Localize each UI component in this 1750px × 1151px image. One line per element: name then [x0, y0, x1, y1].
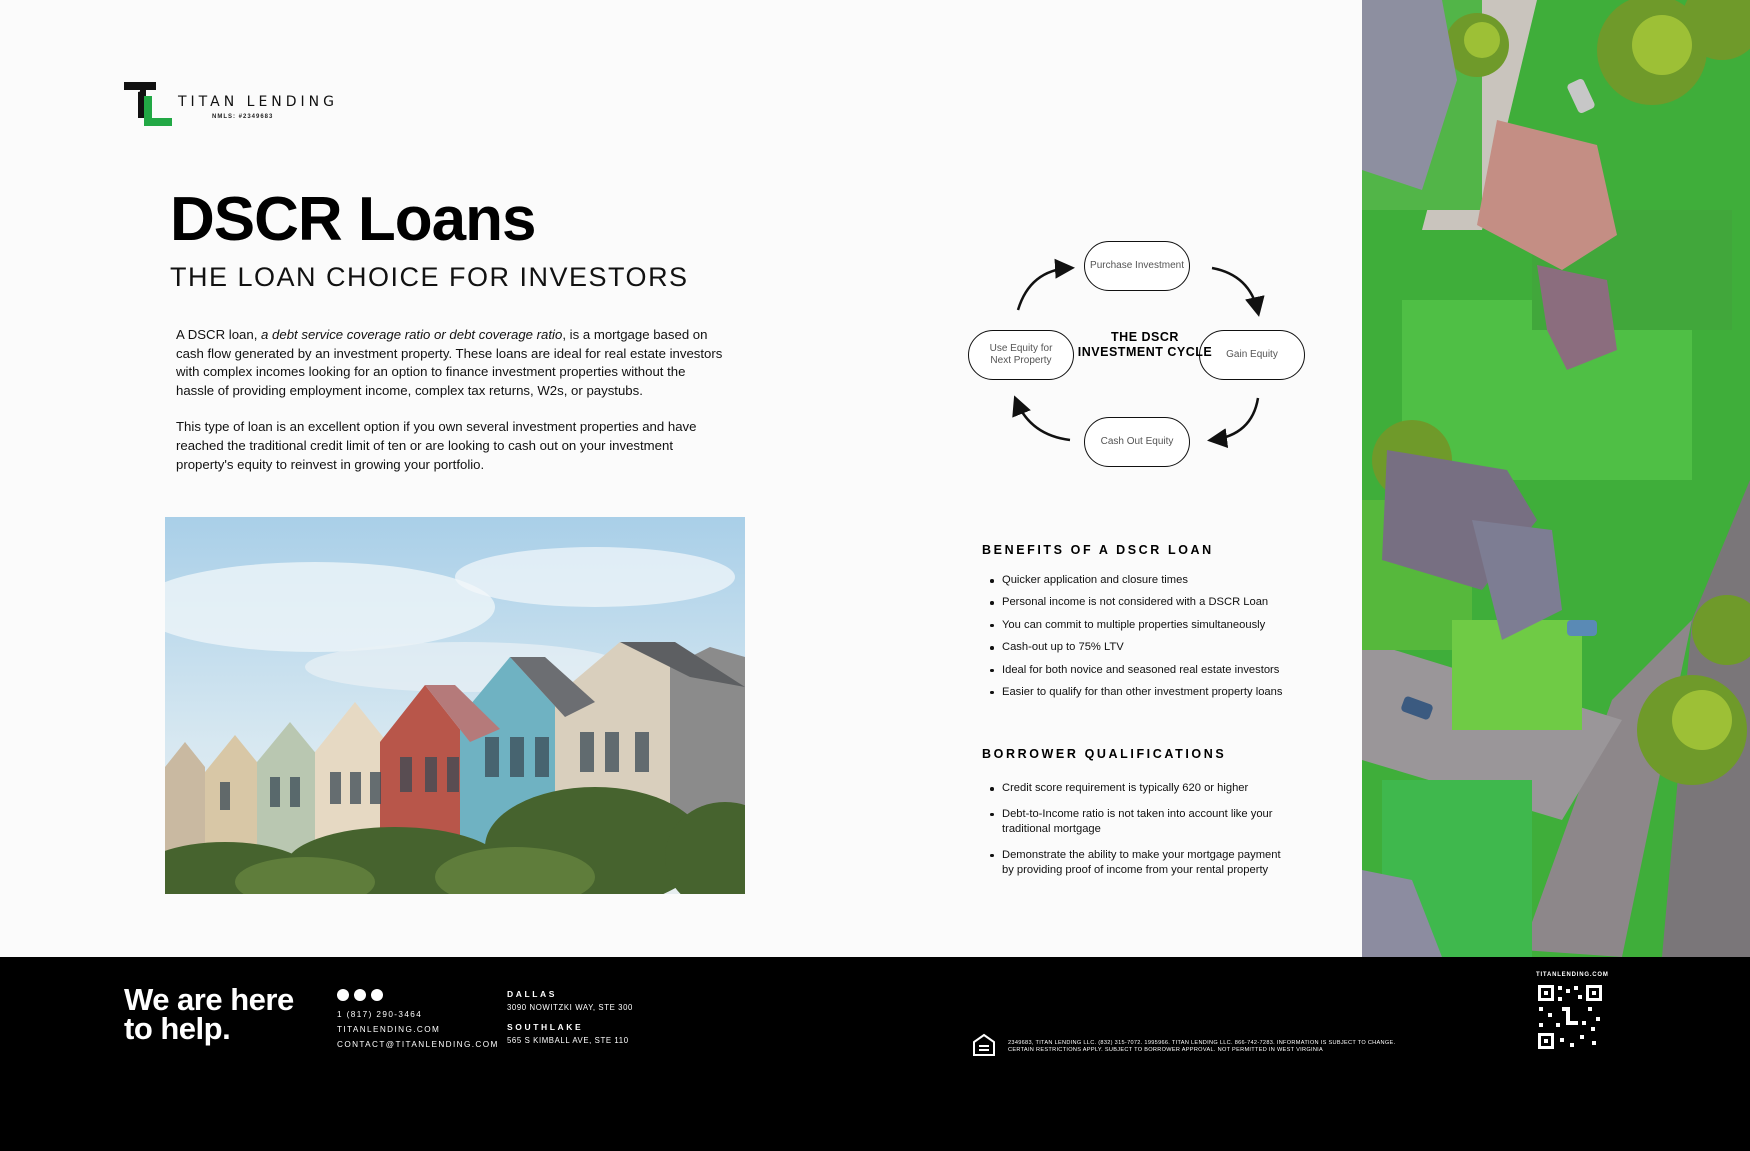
office-dallas — [507, 989, 633, 1012]
list-item: Debt-to-Income ratio is not taken into account like your traditional mortgage — [982, 807, 1287, 838]
equal-housing-icon — [972, 1033, 996, 1057]
intro-p1-end: , is a mortgage based on cash flow generated by an investment property. These loans are ideal for real estate investors with complex incomes looking for an option to finance investment properties without the hassle of providing employment income, complex tax returns, W2s, or paystubs. — [176, 327, 723, 398]
benefits-heading: BENEFITS OF A DSCR LOAN — [982, 543, 1214, 557]
email-link[interactable]: CONTACT@TITANLENDING.COM — [337, 1040, 499, 1049]
facebook-icon[interactable] — [371, 989, 383, 1001]
help-line-1: We are here — [124, 982, 294, 1017]
help-line-2: to help. — [124, 1011, 231, 1046]
phone-number[interactable]: 1 (817) 290-3464 — [337, 1010, 423, 1019]
cycle-node-cash-out: Cash Out Equity — [1084, 417, 1190, 467]
qualifications-list — [982, 781, 1287, 889]
qualifications-heading: BORROWER QUALIFICATIONS — [982, 747, 1227, 761]
brand-nmls: NMLS: #2349683 — [212, 114, 274, 120]
cycle-center-label: THE DSCR INVESTMENT CYCLE — [1077, 330, 1213, 359]
aerial-neighborhood-photo — [1362, 0, 1750, 957]
cycle-node-use-equity: Use Equity for Next Property — [968, 330, 1074, 380]
cycle-node-purchase: Purchase Investment — [1084, 241, 1190, 291]
qr-code-icon[interactable] — [1536, 983, 1604, 1051]
help-tagline — [124, 982, 294, 1046]
office-address: 565 S KIMBALL AVE, STE 110 — [507, 1036, 629, 1045]
footer — [0, 957, 1750, 1151]
benefits-list — [982, 573, 1312, 707]
intro-p1-start: A DSCR loan, — [176, 327, 262, 342]
list-item: Cash-out up to 75% LTV — [982, 640, 1312, 656]
instagram-icon[interactable] — [337, 989, 349, 1001]
list-item: Demonstrate the ability to make your mortgage payment by providing proof of income from your rental property — [982, 848, 1287, 879]
intro-paragraph-2: This type of loan is an excellent option if you own several investment properties and have reached the traditional credit limit of ten or are looking to cash out on your investment property's equity to reinvest in growing your portfolio. — [176, 419, 697, 472]
list-item: Personal income is not considered with a DSCR Loan — [982, 595, 1312, 611]
investment-cycle-diagram — [960, 230, 1330, 480]
list-item: Quicker application and closure times — [982, 573, 1312, 589]
linkedin-icon[interactable] — [354, 989, 366, 1001]
contact-info — [337, 1007, 499, 1052]
website-link[interactable]: TITANLENDING.COM — [337, 1025, 441, 1034]
office-city: DALLAS — [507, 989, 558, 999]
qr-url: TITANLENDING.COM — [1536, 972, 1609, 978]
office-city: SOUTHLAKE — [507, 1022, 584, 1032]
intro-paragraph-1 — [176, 326, 726, 400]
page-title: DSCR Loans — [170, 185, 536, 254]
list-item: Credit score requirement is typically 620 or higher — [982, 781, 1287, 797]
brand-name: TITAN LENDING — [178, 94, 338, 110]
list-item: Easier to qualify for than other investment property loans — [982, 685, 1312, 701]
office-southlake — [507, 1022, 629, 1045]
office-address: 3090 NOWITZKI WAY, STE 300 — [507, 1003, 633, 1012]
list-item: Ideal for both novice and seasoned real estate investors — [982, 663, 1312, 679]
social-icons — [337, 989, 383, 1001]
list-item: You can commit to multiple properties simultaneously — [982, 618, 1312, 634]
cycle-node-gain-equity: Gain Equity — [1199, 330, 1305, 380]
legal-disclaimer — [1008, 1040, 1478, 1053]
logo — [124, 82, 338, 126]
titan-lending-logo-icon — [124, 82, 172, 126]
intro-p1-italic: a debt service coverage ratio or debt coverage ratio — [261, 327, 563, 342]
victorian-houses-photo — [165, 517, 745, 894]
intro-text — [176, 326, 726, 474]
disclaimer-line-1: 2349683, TITAN LENDING LLC. (832) 315-7072. 1995966. TITAN LENDING LLC. 866-742-7283. INFORMATION IS SUBJECT TO CHANGE. — [1008, 1040, 1396, 1046]
page-subtitle: THE LOAN CHOICE FOR INVESTORS — [170, 262, 689, 292]
disclaimer-line-2: CERTAIN RESTRICTIONS APPLY. SUBJECT TO BORROWER APPROVAL. NOT PERMITTED IN WEST VIRGINIA — [1008, 1046, 1324, 1053]
